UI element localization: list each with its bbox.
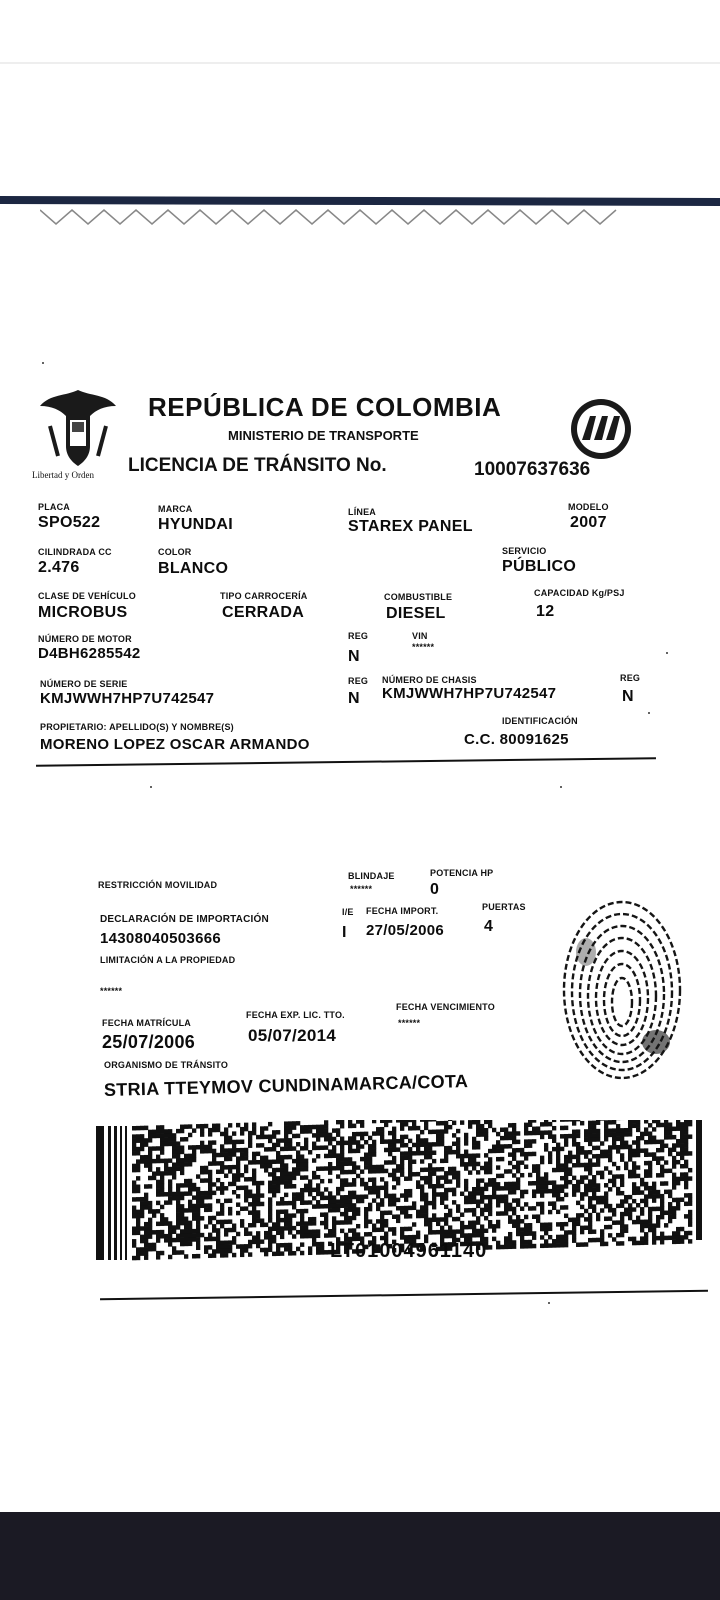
identificacion-label: IDENTIFICACIÓN: [502, 716, 578, 726]
organismo-value: STRIA TTEYMOV CUNDINAMARCA/COTA: [103, 1071, 469, 1100]
marca-label: MARCA: [158, 504, 193, 514]
card-top-bar: [0, 196, 720, 206]
marca-value: HYUNDAI: [158, 516, 233, 533]
barcode-number: LT01004961140: [330, 1240, 488, 1262]
color-label: COLOR: [158, 547, 192, 557]
colombia-coat-of-arms-icon: [36, 386, 120, 470]
fingerprint-icon: [556, 892, 686, 1082]
back-card-bottom-edge: [100, 1290, 708, 1300]
reg-serie-label: REG: [348, 676, 369, 686]
propietario-label: PROPIETARIO: APELLIDO(S) Y NOMBRE(S): [40, 722, 234, 732]
combustible-value: DIESEL: [386, 605, 446, 622]
reg-motor-value: N: [348, 648, 360, 665]
restriccion-label: RESTRICCIÓN MOVILIDAD: [98, 880, 218, 890]
modelo-value: 2007: [570, 514, 607, 531]
puertas-label: PUERTAS: [482, 902, 526, 912]
blindaje-value: ******: [350, 884, 373, 894]
propietario-value: MORENO LOPEZ OSCAR ARMANDO: [40, 736, 310, 753]
motor-value: D4BH6285542: [38, 645, 141, 662]
scan-speck: [42, 362, 44, 364]
linea-value: STAREX PANEL: [348, 518, 473, 535]
document-title: LICENCIA DE TRÁNSITO No.: [128, 455, 387, 476]
fecha-matricula-value: 25/07/2006: [102, 1032, 196, 1052]
scan-speck: [560, 786, 562, 788]
security-pattern: [40, 206, 680, 228]
fecha-import-value: 27/05/2006: [366, 922, 445, 939]
scan-speck: [150, 786, 152, 788]
blindaje-label: BLINDAJE: [348, 871, 395, 881]
declaracion-value: 14308040503666: [100, 930, 221, 947]
fecha-exp-value: 05/07/2014: [248, 1026, 337, 1045]
ie-label: I/E: [342, 907, 354, 917]
potencia-label: POTENCIA HP: [430, 868, 494, 878]
fecha-import-label: FECHA IMPORT.: [366, 906, 439, 916]
fecha-exp-label: FECHA EXP. LIC. TTO.: [246, 1010, 345, 1020]
capacidad-value: 12: [536, 603, 555, 620]
ie-value: I: [342, 924, 347, 941]
fecha-venc-label: FECHA VENCIMIENTO: [396, 1002, 495, 1012]
fecha-matricula-label: FECHA MATRÍCULA: [102, 1018, 191, 1028]
color-value: BLANCO: [158, 560, 229, 577]
identificacion-value: C.C. 80091625: [464, 731, 569, 748]
cilindrada-value: 2.476: [38, 559, 80, 576]
vin-value: ******: [412, 642, 435, 652]
country-title: REPÚBLICA DE COLOMBIA: [148, 392, 502, 422]
chasis-label: NÚMERO DE CHASIS: [382, 675, 477, 685]
servicio-value: PÚBLICO: [502, 558, 577, 575]
mintransporte-logo-icon: [568, 396, 634, 462]
serie-value: KMJWWH7HP7U742547: [40, 690, 215, 707]
puertas-value: 4: [484, 918, 494, 935]
license-number: 10007637636: [474, 459, 591, 480]
motto-text: Libertad y Orden: [32, 470, 94, 480]
vin-label: VIN: [412, 631, 428, 641]
reg-motor-label: REG: [348, 631, 369, 641]
carroceria-value: CERRADA: [222, 604, 305, 621]
reg-serie-value: N: [348, 690, 360, 707]
capacidad-label: CAPACIDAD Kg/PSJ: [534, 588, 625, 598]
system-nav-bar: [0, 1512, 720, 1600]
scan-speck: [548, 1302, 550, 1304]
limitacion-label: LIMITACIÓN A LA PROPIEDAD: [100, 955, 236, 965]
reg-chasis-value: N: [622, 688, 634, 705]
chasis-value: KMJWWH7HP7U742547: [382, 685, 557, 702]
limitacion-value: ******: [100, 986, 123, 996]
clase-label: CLASE DE VEHÍCULO: [38, 591, 136, 601]
motor-label: NÚMERO DE MOTOR: [38, 634, 132, 644]
placa-label: PLACA: [38, 502, 70, 512]
combustible-label: COMBUSTIBLE: [384, 592, 453, 602]
linea-label: LÍNEA: [348, 507, 376, 517]
placa-value: SPO522: [38, 514, 101, 531]
fecha-venc-value: ******: [398, 1018, 421, 1028]
clase-value: MICROBUS: [38, 604, 128, 621]
modelo-label: MODELO: [568, 502, 609, 512]
carroceria-label: TIPO CARROCERÍA: [220, 591, 308, 601]
scan-speck: [648, 712, 650, 714]
cilindrada-label: CILINDRADA CC: [38, 547, 112, 557]
servicio-label: SERVICIO: [502, 546, 547, 556]
serie-label: NÚMERO DE SERIE: [40, 679, 128, 689]
reg-chasis-label: REG: [620, 673, 641, 683]
top-status-strip: [0, 62, 720, 64]
ministry-title: MINISTERIO DE TRANSPORTE: [228, 428, 419, 443]
front-card-bottom-edge: [36, 757, 656, 767]
potencia-value: 0: [430, 881, 440, 898]
scan-speck: [666, 652, 668, 654]
organismo-label: ORGANISMO DE TRÁNSITO: [104, 1060, 229, 1070]
declaracion-label: DECLARACIÓN DE IMPORTACIÓN: [100, 914, 269, 925]
